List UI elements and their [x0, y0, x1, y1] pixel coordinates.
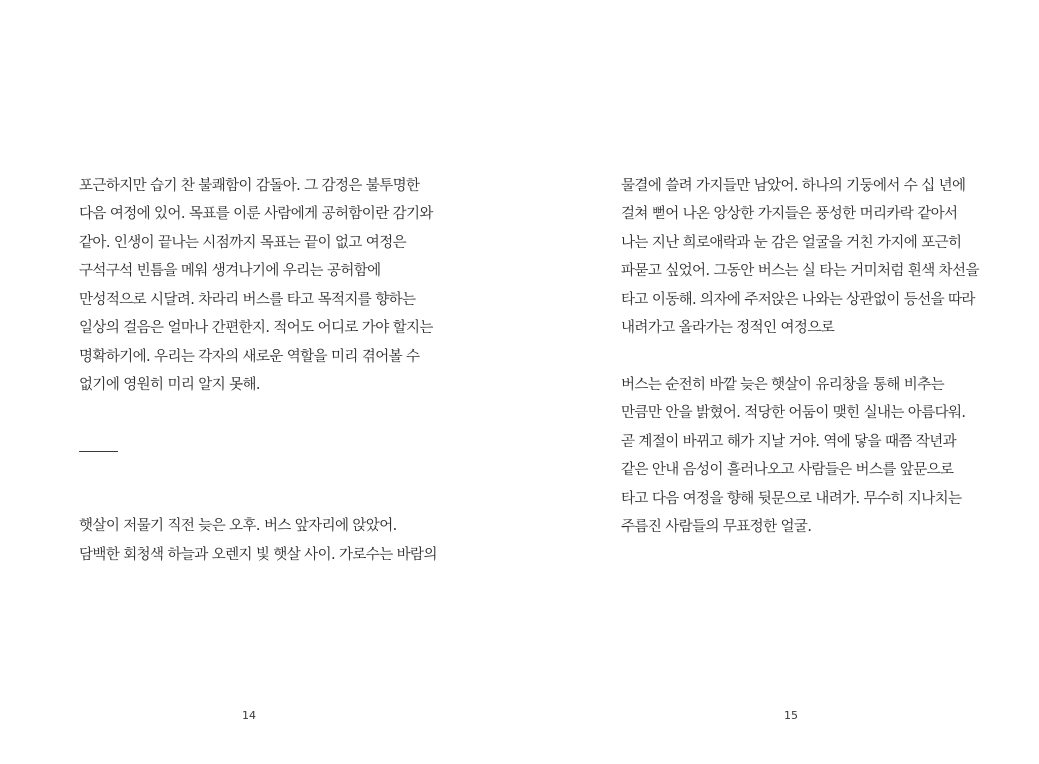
text-line: 파묻고 싶었어. 그동안 버스는 실 타는 거미처럼 흰색 차선을	[621, 263, 979, 279]
text-line: 주름진 사람들의 무표정한 얼굴.	[621, 519, 812, 535]
text-line: 없기에 영원히 미리 알지 못해.	[79, 377, 260, 393]
page-number: 15	[784, 709, 798, 722]
text-line: 구석구석 빈틈을 메워 생겨나기에 우리는 공허함에	[79, 263, 381, 279]
text-line: 같은 안내 음성이 흘러나오고 사람들은 버스를 앞문으로	[621, 462, 954, 478]
text-line: 나는 지난 희로애락과 눈 감은 얼굴을 거친 가지에 포근히	[621, 235, 962, 251]
text-line: 같아. 인생이 끝나는 시점까지 목표는 끝이 없고 여정은	[79, 235, 407, 251]
text-line: 햇살이 저물기 직전 늦은 오후. 버스 앞자리에 앉았어.	[79, 518, 397, 534]
text-line: 일상의 걸음은 얼마나 간편한지. 적어도 어디로 가야 할지는	[79, 320, 433, 336]
text-line: 다음 여정에 있어. 목표를 이룬 사람에게 공허함이란 감기와	[79, 206, 433, 222]
text-line: 곧 계절이 바뀌고 해가 지날 거야. 역에 닿을 때쯤 작년과	[621, 434, 957, 450]
text-line: 명확하기에. 우리는 각자의 새로운 역할을 미리 겪어볼 수	[79, 349, 420, 365]
text-line: 담백한 회청색 하늘과 오렌지 빛 햇살 사이. 가로수는 바람의	[79, 547, 437, 563]
page-number: 14	[242, 709, 256, 722]
text-line: 만성적으로 시달려. 차라리 버스를 타고 목적지를 향하는	[79, 292, 416, 308]
text-line: 물결에 쓸려 가지들만 남았어. 하나의 기둥에서 수 십 년에	[621, 178, 966, 194]
text-line: 걸쳐 뻗어 나온 앙상한 가지들은 풍성한 머리카락 같아서	[621, 206, 958, 222]
right-page	[520, 0, 1039, 764]
text-line: 내려가고 올라가는 정적인 여정으로	[621, 320, 835, 336]
left-page	[0, 0, 519, 764]
text-line: 타고 이동해. 의자에 주저앉은 나와는 상관없이 등선을 따라	[621, 292, 975, 308]
text-line: 버스는 순전히 바깥 늦은 햇살이 유리창을 통해 비추는	[621, 377, 945, 393]
text-line: 포근하지만 습기 찬 불쾌함이 감돌아. 그 감정은 불투명한	[79, 178, 420, 194]
section-divider	[79, 451, 118, 452]
text-line: 만큼만 안을 밝혔어. 적당한 어둠이 맺힌 실내는 아름다워.	[621, 405, 966, 421]
text-line: 타고 다음 여정을 향해 뒷문으로 내려가. 무수히 지나치는	[621, 491, 962, 507]
